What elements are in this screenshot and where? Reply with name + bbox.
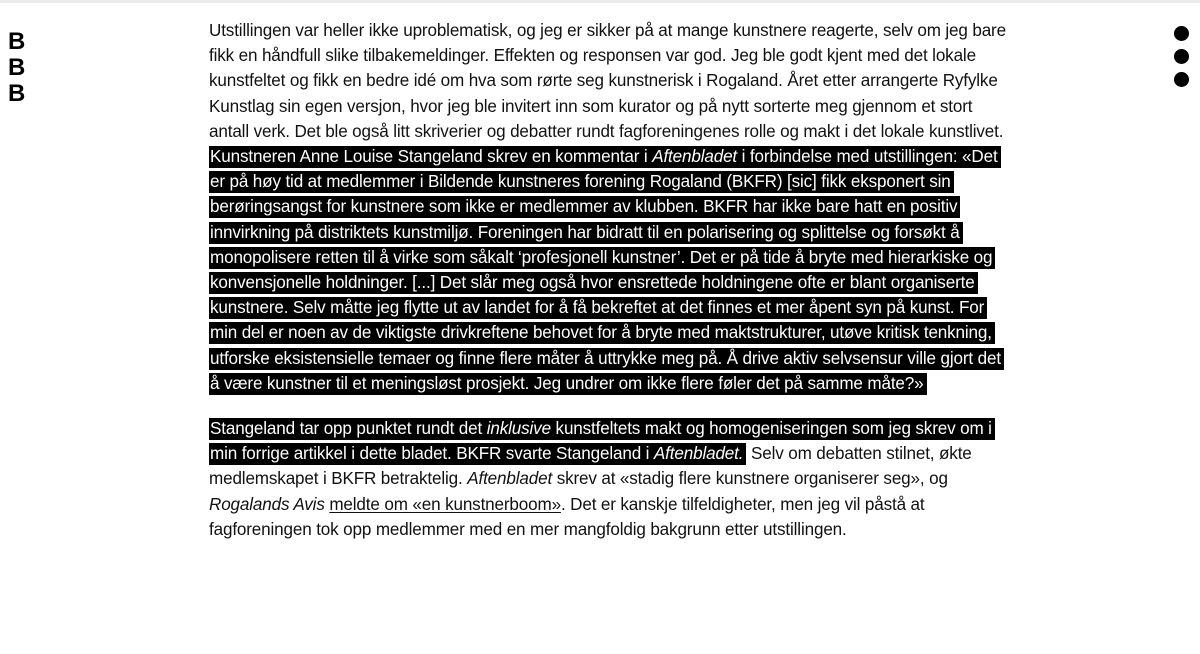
highlight-text: kunstfeltets makt og homogeniseringen som jeg skrev om i min forrige artikkel i dette bladet. BKFR svarte Stangeland i: [210, 419, 992, 464]
paragraph: [209, 416, 1009, 542]
logo-letter: B: [8, 80, 26, 107]
publication-name: Rogalands Avis: [209, 494, 325, 514]
paragraph: [209, 18, 1009, 396]
highlight-text: Stangeland tar opp punktet rundt det: [210, 419, 483, 439]
emphasis-text: inklusive: [486, 419, 551, 439]
logo-letter: B: [8, 28, 26, 55]
site-logo[interactable]: [8, 29, 32, 107]
publication-name: Aftenbladet.: [653, 444, 744, 464]
kebab-menu-icon[interactable]: [1174, 26, 1190, 95]
publication-name: Aftenbladet: [652, 147, 738, 167]
logo-letter: B: [8, 54, 26, 81]
publication-name: Aftenbladet: [467, 469, 553, 489]
article-link[interactable]: meldte om «en kunstnerboom»: [329, 494, 561, 514]
paragraph-text: . Det er kanskje tilfeldigheter, men jeg vil påstå at fagforeningen tok opp medlemmer med en mer mangfoldig bakgrunn etter utstillingen.: [209, 494, 925, 539]
menu-dot: [1174, 26, 1189, 41]
highlight-text: i forbindelse med utstillingen: «Det er på høy tid at medlemmer i Bildende kunstneres forening Rogaland (BKFR) [sic] fikk eksponert sin berøringsangst for kunstnere som ikke er medlemmer av klubben. BKFR har ikke bare hatt en positiv innvirkning på distriktets kunstmiljø. Foreningen har bidratt til en polarisering og splittelse og forsøkt å monopolisere retten til å virke som såkalt ‘profesjonell kunstner’. Det er på tide å bryte med hierarkiske og konvensjonelle holdninger. [...] Det slår meg også hvor ensrettede holdningene ofte er blant organiserte kunstnere. Selv måtte jeg flytte ut av landet for å få bekreftet at det finnes et mer åpent syn på kunst. For min del er noen av de viktigste drivkreftene behovet for å bryte med maktstrukturer, utøve kritisk tenkning, utforske eksistensielle temaer og finne flere måter å uttrykke meg på. Å drive aktiv selvsensur ville gjort det å være kunstner til et meningsløst prosjekt. Jeg undrer om ikke flere føler det på samme måte?»: [210, 147, 1001, 393]
menu-dot: [1174, 72, 1189, 87]
paragraph-text: Selv om debatten stilnet, økte medlemskapet i BKFR betraktelig.: [209, 444, 972, 489]
article-body: [209, 18, 1009, 562]
highlight-text: Kunstneren Anne Louise Stangeland skrev en kommentar i: [210, 147, 648, 167]
top-border: [0, 0, 1200, 3]
paragraph-text: Utstillingen var heller ikke uproblematisk, og jeg er sikker på at mange kunstnere reagerte, selv om jeg bare fikk en håndfull slike tilbakemeldinger. Effekten og responsen var god. Jeg ble godt kjent med det lokale kunstfeltet og fikk en bedre idé om hva som rørte seg kunstnerisk i Rogaland. Året etter arrangerte Ryfylke Kunstlag sin egen versjon, hvor jeg ble invitert inn som kurator og på nytt sorterte meg gjennom et stort antall verk. Det ble også litt skriverier og debatter rundt fagforeningenes rolle og makt i det lokale kunstlivet.: [209, 21, 1006, 141]
paragraph-text: skrev at «stadig flere kunstnere organiserer seg», og: [556, 469, 948, 489]
highlighted-quote[interactable]: [209, 146, 1004, 395]
menu-dot: [1174, 49, 1189, 64]
